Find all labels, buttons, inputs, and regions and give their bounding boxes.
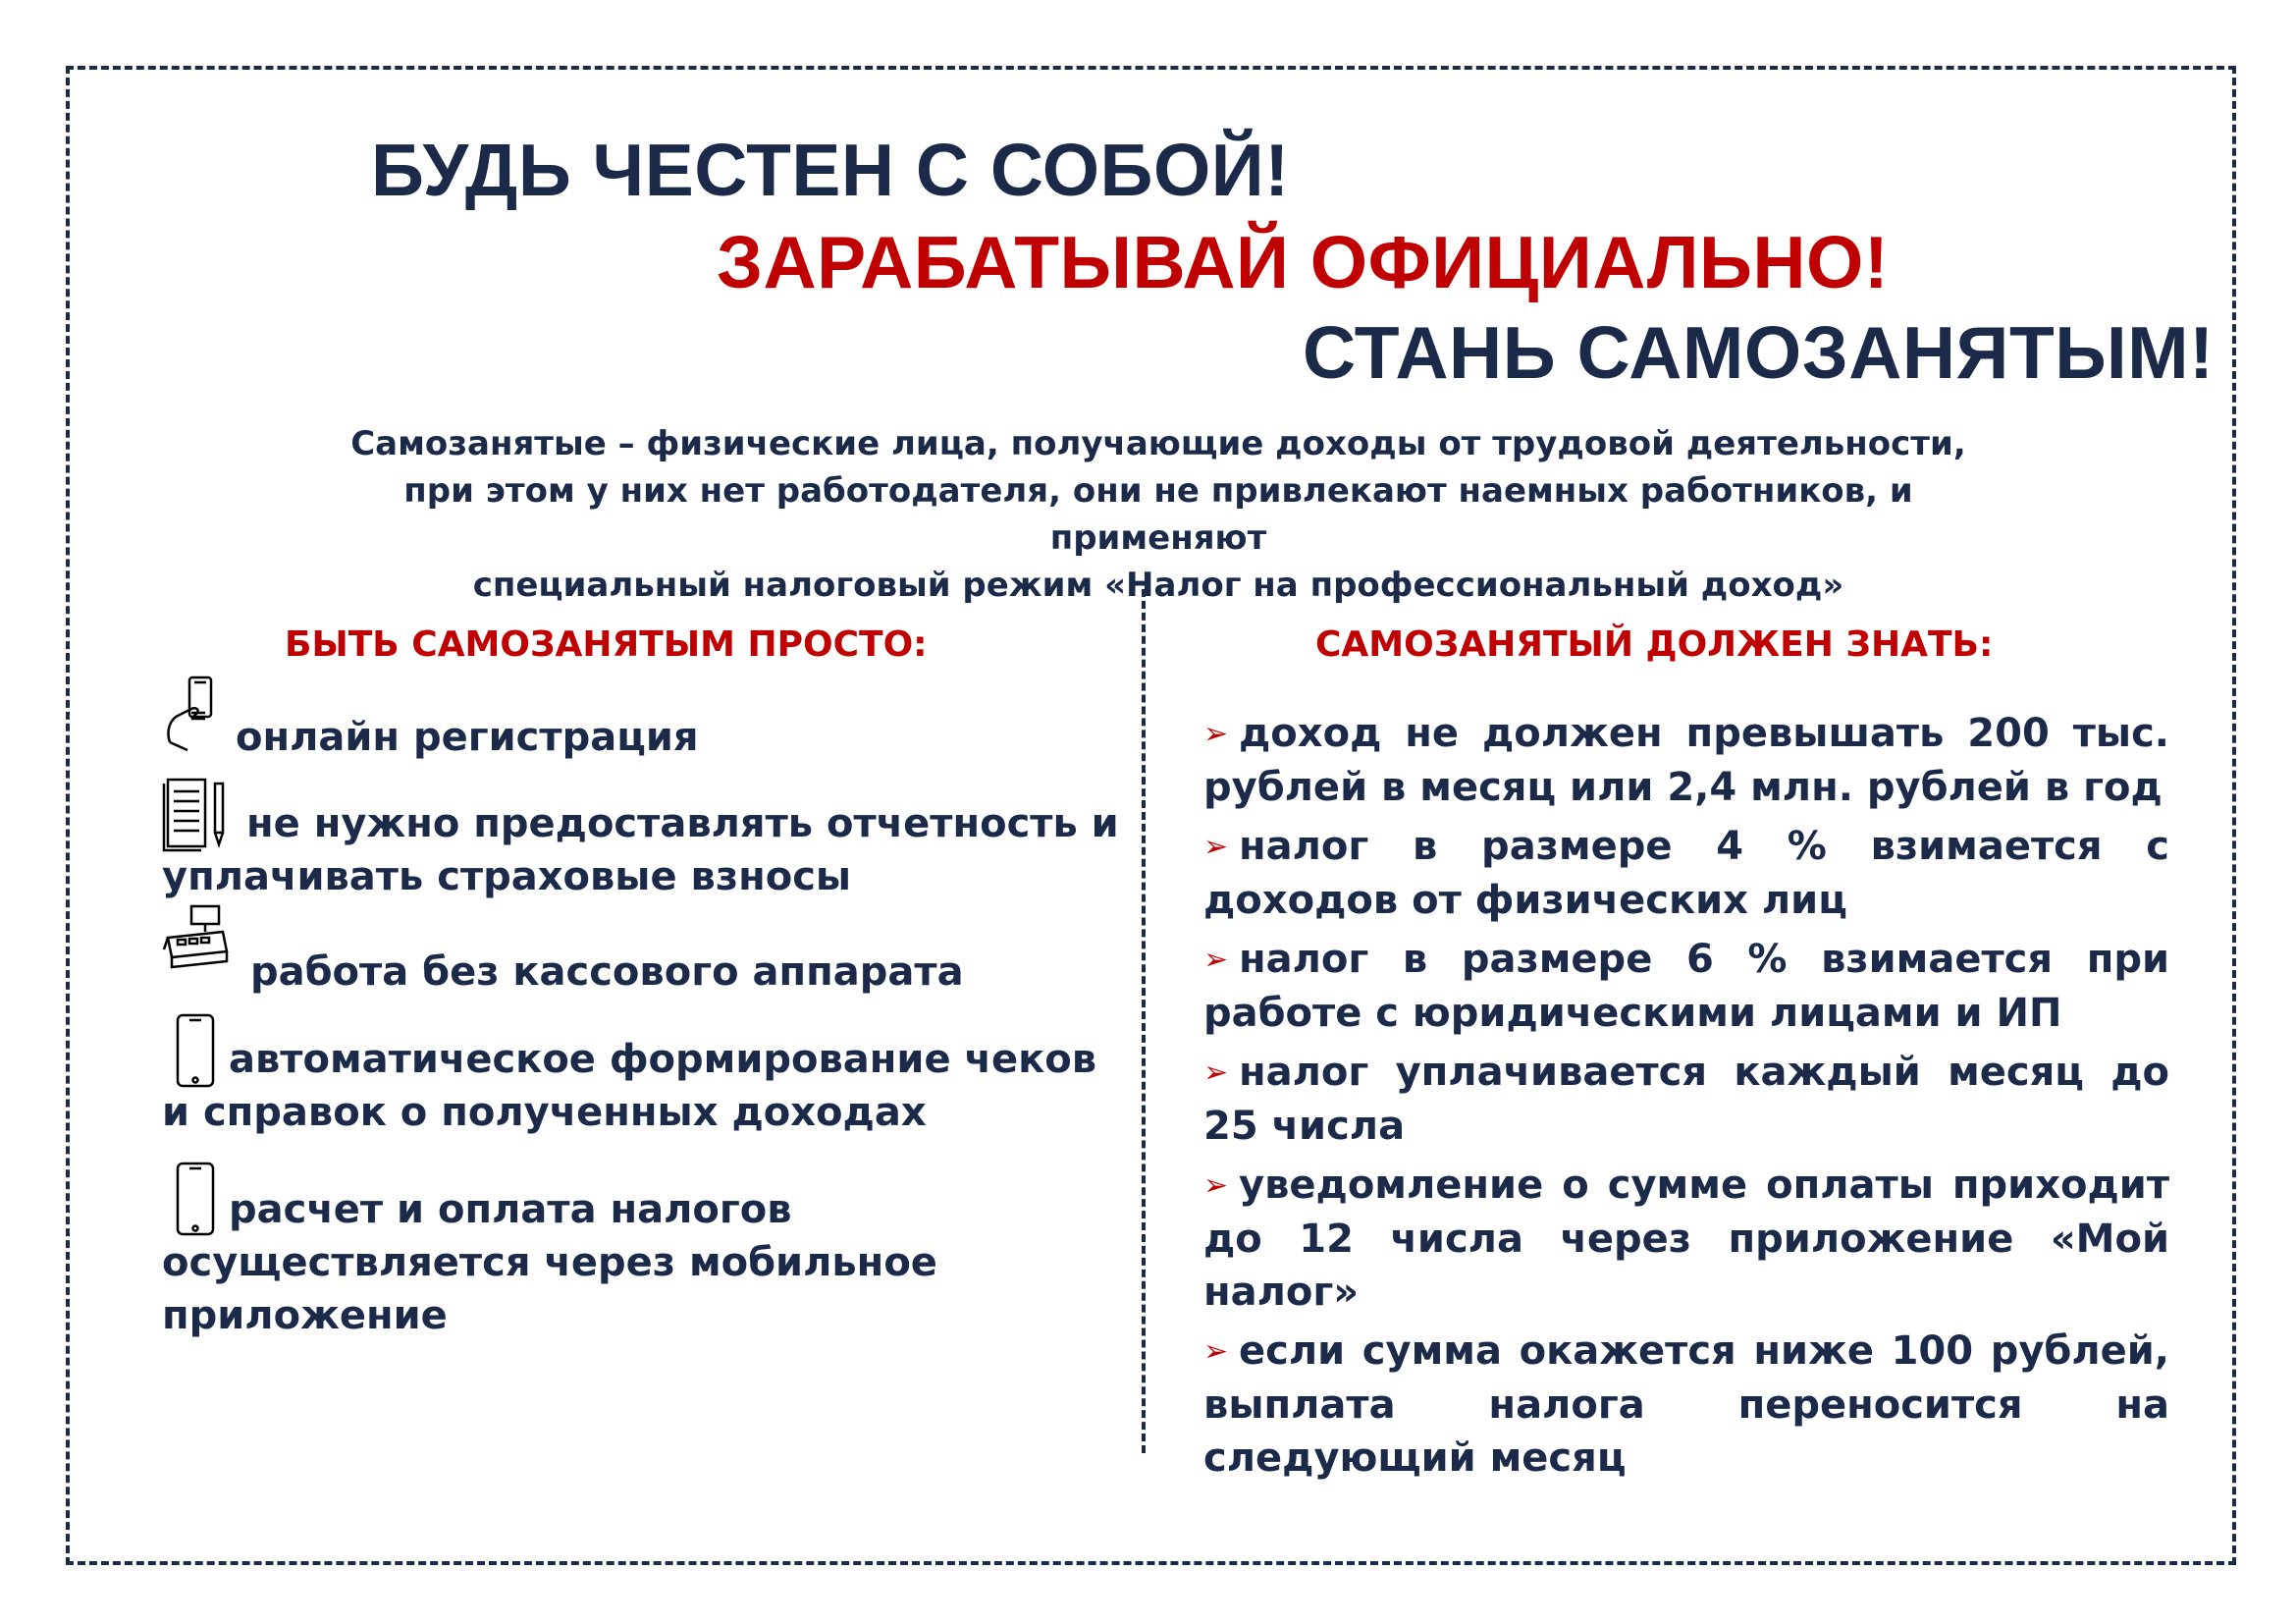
list-item-text: если сумма окажется ниже 100 рублей, выплата налога переносится на следующий месяц (1203, 1328, 2169, 1481)
intro-line-1 (294, 420, 2022, 467)
rules-list (1203, 707, 2169, 1490)
list-item (1203, 1046, 2169, 1153)
arrow-bullet-icon: ➢ (1203, 943, 1229, 977)
left-item-mobile-tax-payment (162, 1183, 1124, 1342)
left-item-text: не нужно предоставлять отчетность и уплачивать страховые взносы (162, 801, 1119, 899)
cash-register-icon (162, 898, 231, 977)
left-item-text: онлайн регистрация (236, 715, 699, 760)
list-item-text: уведомление о сумме оплаты приходит до 12 числа через приложение «Мой налог» (1203, 1163, 2169, 1315)
hand-phone-icon (162, 674, 231, 752)
headline-be-honest: БУДЬ ЧЕСТЕН С СОБОЙ! (371, 129, 1290, 211)
list-item-text: налог в размере 6 % взимается при работе с юридическими лицами и ИП (1203, 937, 2169, 1036)
smartphone-icon (162, 1160, 231, 1238)
list-item (1203, 933, 2169, 1040)
left-item-text: автоматическое формирование чеков и справок о полученных доходах (162, 1037, 1097, 1135)
headline-earn-officially: ЗАРАБАТЫВАЙ ОФИЦИАЛЬНО! (717, 221, 1890, 303)
list-item-text: налог уплачивается каждый месяц до 25 числа (1203, 1050, 2169, 1149)
list-item-text: доход не должен превышать 200 тыс. рублей в месяц или 2,4 млн. рублей в год (1203, 711, 2169, 810)
left-item-online-registration (162, 711, 1124, 764)
list-item (1203, 707, 2169, 814)
left-column-title: БЫТЬ САМОЗАНЯТЫМ ПРОСТО: (285, 624, 928, 665)
left-item-text: расчет и оплата налогов осуществляется через мобильное приложение (162, 1187, 937, 1338)
list-item (1203, 1325, 2169, 1485)
list-item-text: налог в размере 4 % взимается с доходов от физических лиц (1203, 824, 2169, 923)
headline-become-self-employed: СТАНЬ САМОЗАНЯТЫМ! (1303, 311, 2215, 394)
intro-line-1-text: физические лица, получающие доходы от трудовой деятельности, (634, 424, 1966, 463)
left-item-no-reporting (162, 797, 1124, 903)
intro-definition (294, 420, 2022, 609)
left-item-no-cash-register (162, 946, 1124, 999)
right-column-title: САМОЗАНЯТЫЙ ДОЛЖЕН ЗНАТЬ: (1315, 624, 1994, 665)
left-item-auto-receipts (162, 1033, 1124, 1139)
arrow-bullet-icon: ➢ (1203, 717, 1229, 751)
arrow-bullet-icon: ➢ (1203, 1334, 1229, 1369)
list-item (1203, 1159, 2169, 1319)
arrow-bullet-icon: ➢ (1203, 1056, 1229, 1090)
column-divider (1142, 589, 1146, 1453)
left-item-text: работа без кассового аппарата (250, 949, 964, 995)
list-item (1203, 820, 2169, 927)
intro-line-2: при этом у них нет работодателя, они не привлекают наемных работников, и применяют (403, 471, 1913, 558)
arrow-bullet-icon: ➢ (1203, 1168, 1229, 1203)
arrow-bullet-icon: ➢ (1203, 830, 1229, 864)
smartphone-icon (162, 1011, 231, 1090)
intro-term: Самозанятые – (350, 424, 635, 463)
intro-line-3: специальный налоговый режим «Налог на профессиональный доход» (472, 566, 1844, 605)
document-pen-icon (162, 774, 231, 852)
